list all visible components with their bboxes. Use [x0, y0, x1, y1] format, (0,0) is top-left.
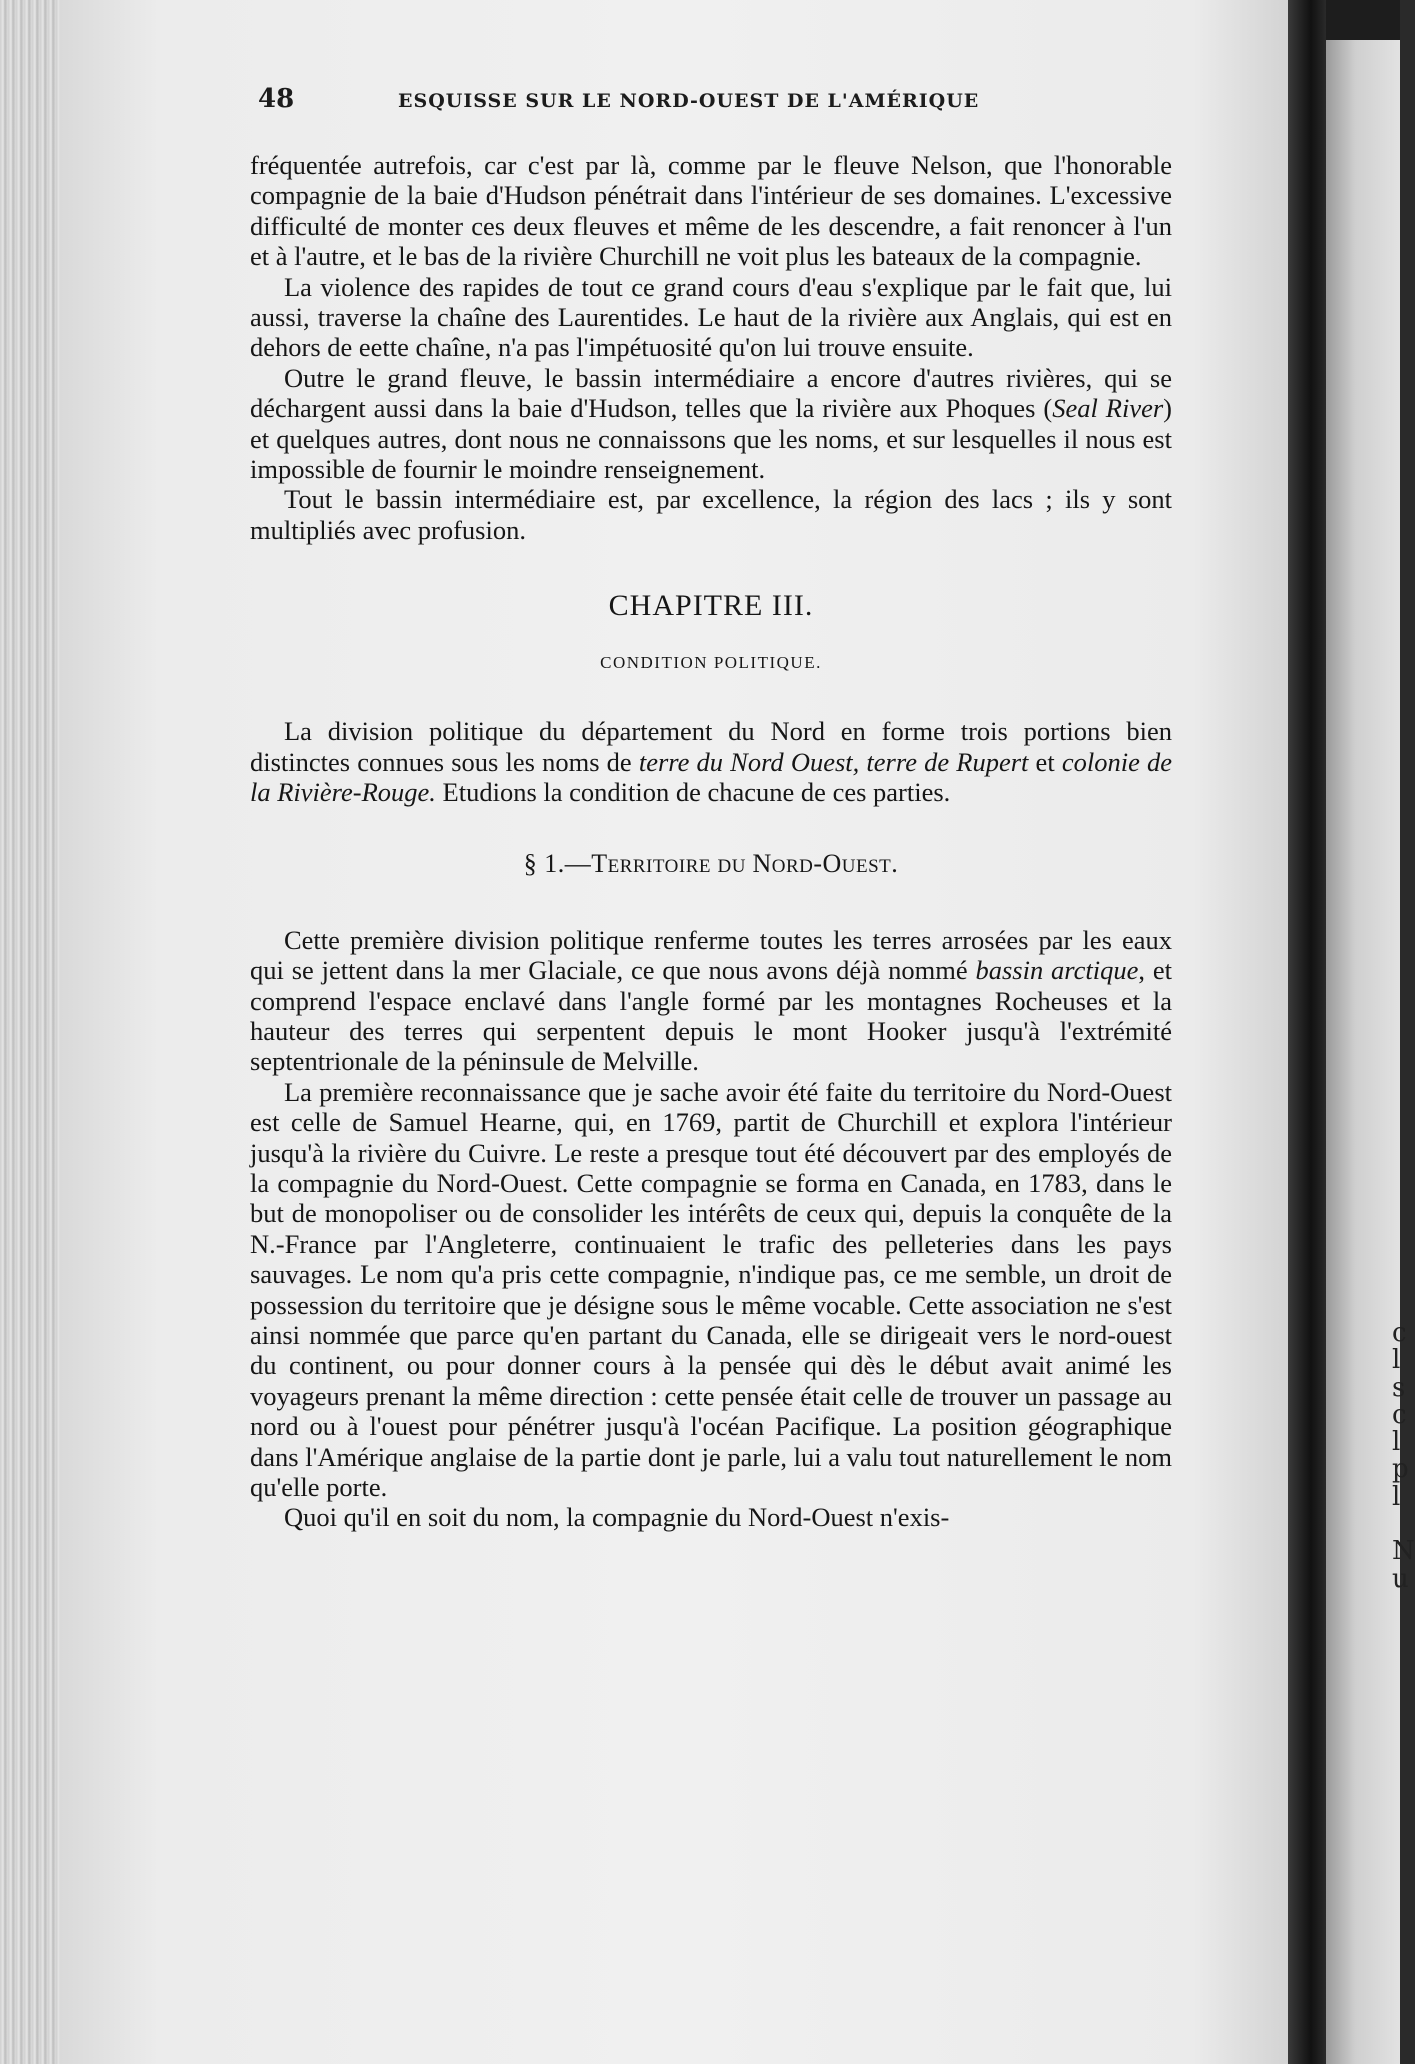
facing-page-edge [1326, 40, 1415, 2064]
page-number: 48 [258, 84, 295, 114]
fragment: l [1392, 1481, 1401, 1512]
book-gutter [1288, 0, 1326, 2064]
smallcap-rest: ORD [771, 856, 814, 878]
fragment: l [1392, 1427, 1401, 1458]
italic-run: bassin arctique [975, 955, 1139, 986]
section-end: . [891, 849, 899, 879]
text-run: ) et quelques autres, dont nous ne connaissons que les noms, et sur lesquelles il nous est impossible de fournir le moindre renseignement. [250, 393, 1172, 485]
text-run: , et comprend l'espace enclavé dans l'angle formé par les montagnes Rocheuses et la hauteur des terres qui serpentent depuis le mont Hooker jusqu'à l'extrémité septentrionale de la péninsule de Melville. [250, 955, 1173, 1077]
paragraph: Quoi qu'il en soit du nom, la compagnie du Nord-Ouest n'exis- [284, 1502, 950, 1533]
page-header [258, 84, 1178, 124]
smallcap-initial: N [752, 849, 772, 879]
italic-run: colonie de la Rivière-Rouge. [250, 746, 1173, 807]
italic-run: Seal River [1052, 393, 1164, 424]
fragment: c [1392, 1318, 1407, 1348]
fragment: l [1392, 1345, 1401, 1376]
facing-page-fragments [1392, 1318, 1415, 1594]
paragraph: fréquentée autrefois, car c'est par là, comme par le fleuve Nelson, que l'honorable compagnie de la baie d'Hudson pénétrait dans l'intérieur de ses domaines. L'excessive difficulté de monter ces deux fleuves et même de les descendre, a fait renoncer à l'un et à l'autre, et le bas de la rivière Churchill ne voit plus les bateaux de la compagnie. [250, 150, 1172, 272]
chapter-title: CHAPITRE III. [608, 589, 814, 623]
fragment: N [1392, 1536, 1415, 1567]
paragraph: La première reconnaissance que je sache avoir été faite du territoire du Nord-Ouest est celle de Samuel Hearne, qui, en 1769, partit de Churchill et explora l'intérieur jusqu'à la rivière du Cuivre. Le reste a presque tout été découvert par des employés de la compagnie du Nord-Ouest. Cette compagnie se forma en Canada, en 1783, dans le but de monopoliser ou de consolider les intérêts de ceux qui, depuis la conquête de la N.-France par l'Angleterre, continuaient le trafic des pelleteries dans les pays sauvages. Le nom qu'a pris cette compagnie, n'indique pas, ce me semble, un droit de possession du territoire que je désigne sous le même vocable. Cette association ne s'est ainsi nommée que parce qu'en partant du Canada, elle se dirigeait vers le nord-ouest du continent, ou pour donner cours à la pensée qui dès le début avait animé les voyageurs prenant la même direction : cette pensée était celle de trouver un passage au nord ou à l'ouest pour pénétrer jusqu'à l'océan Pacifique. La position géographique dans l'Amérique anglaise de la partie dont je parle, lui a valu tout naturellement le nom qu'elle porte. [250, 1076, 1172, 1503]
paragraph [250, 925, 1172, 1077]
fragment: c [1392, 1399, 1407, 1430]
smallcap-rest: UEST [841, 856, 892, 878]
section-prefix: § 1.— [523, 849, 592, 879]
running-head: ESQUISSE SUR LE NORD-OUEST DE L'AMÉRIQUE [398, 90, 980, 112]
paragraph: La violence des rapides de tout ce grand cours d'eau s'explique par le fait que, lui aussi, traverse la chaîne des Laurentides. Le haut de la rivière aux Anglais, qui est en dehors de eette chaîne, n'a pas l'impétuosité qu'on lui trouve ensuite. [250, 271, 1172, 363]
smallcap-word: DU [717, 856, 746, 878]
fragment: u [1392, 1563, 1409, 1594]
paragraph: Tout le bassin intermédiaire est, par excellence, la région des lacs ; ils y sont multipliés avec profusion. [250, 484, 1172, 545]
section-title [250, 849, 1172, 882]
paragraph [250, 363, 1172, 485]
text-run: La division politique du département du Nord en forme trois portions bien distinctes connues sous les noms de [250, 716, 1172, 777]
text-run: et [1028, 746, 1062, 777]
chapter-subtitle: CONDITION POLITIQUE. [600, 652, 822, 672]
smallcap-rest: ERRITOIRE [607, 856, 711, 878]
text-run: Etudions la condition de chacune de ces parties. [435, 776, 951, 807]
fragment [1392, 1511, 1400, 1538]
fragment: s [1392, 1372, 1406, 1403]
body-text [250, 150, 1172, 1533]
smallcap-initial: T [591, 849, 608, 879]
paragraph [250, 716, 1172, 807]
text-run: Cette première division politique renferme toutes les terres arrosées par les eaux qui se jettent dans la mer Glaciale, ce que nous avons déjà nommé [250, 924, 1172, 986]
italic-run: terre du Nord Ouest, terre de Rupert [638, 746, 1029, 777]
fragment: p [1392, 1454, 1409, 1485]
smallcap-initial: -O [813, 849, 842, 879]
text-run: Outre le grand fleuve, le bassin intermédiaire a encore d'autres rivières, qui se déchargent aussi dans la baie d'Hudson, telles que la rivière aux Phoques ( [250, 362, 1172, 424]
